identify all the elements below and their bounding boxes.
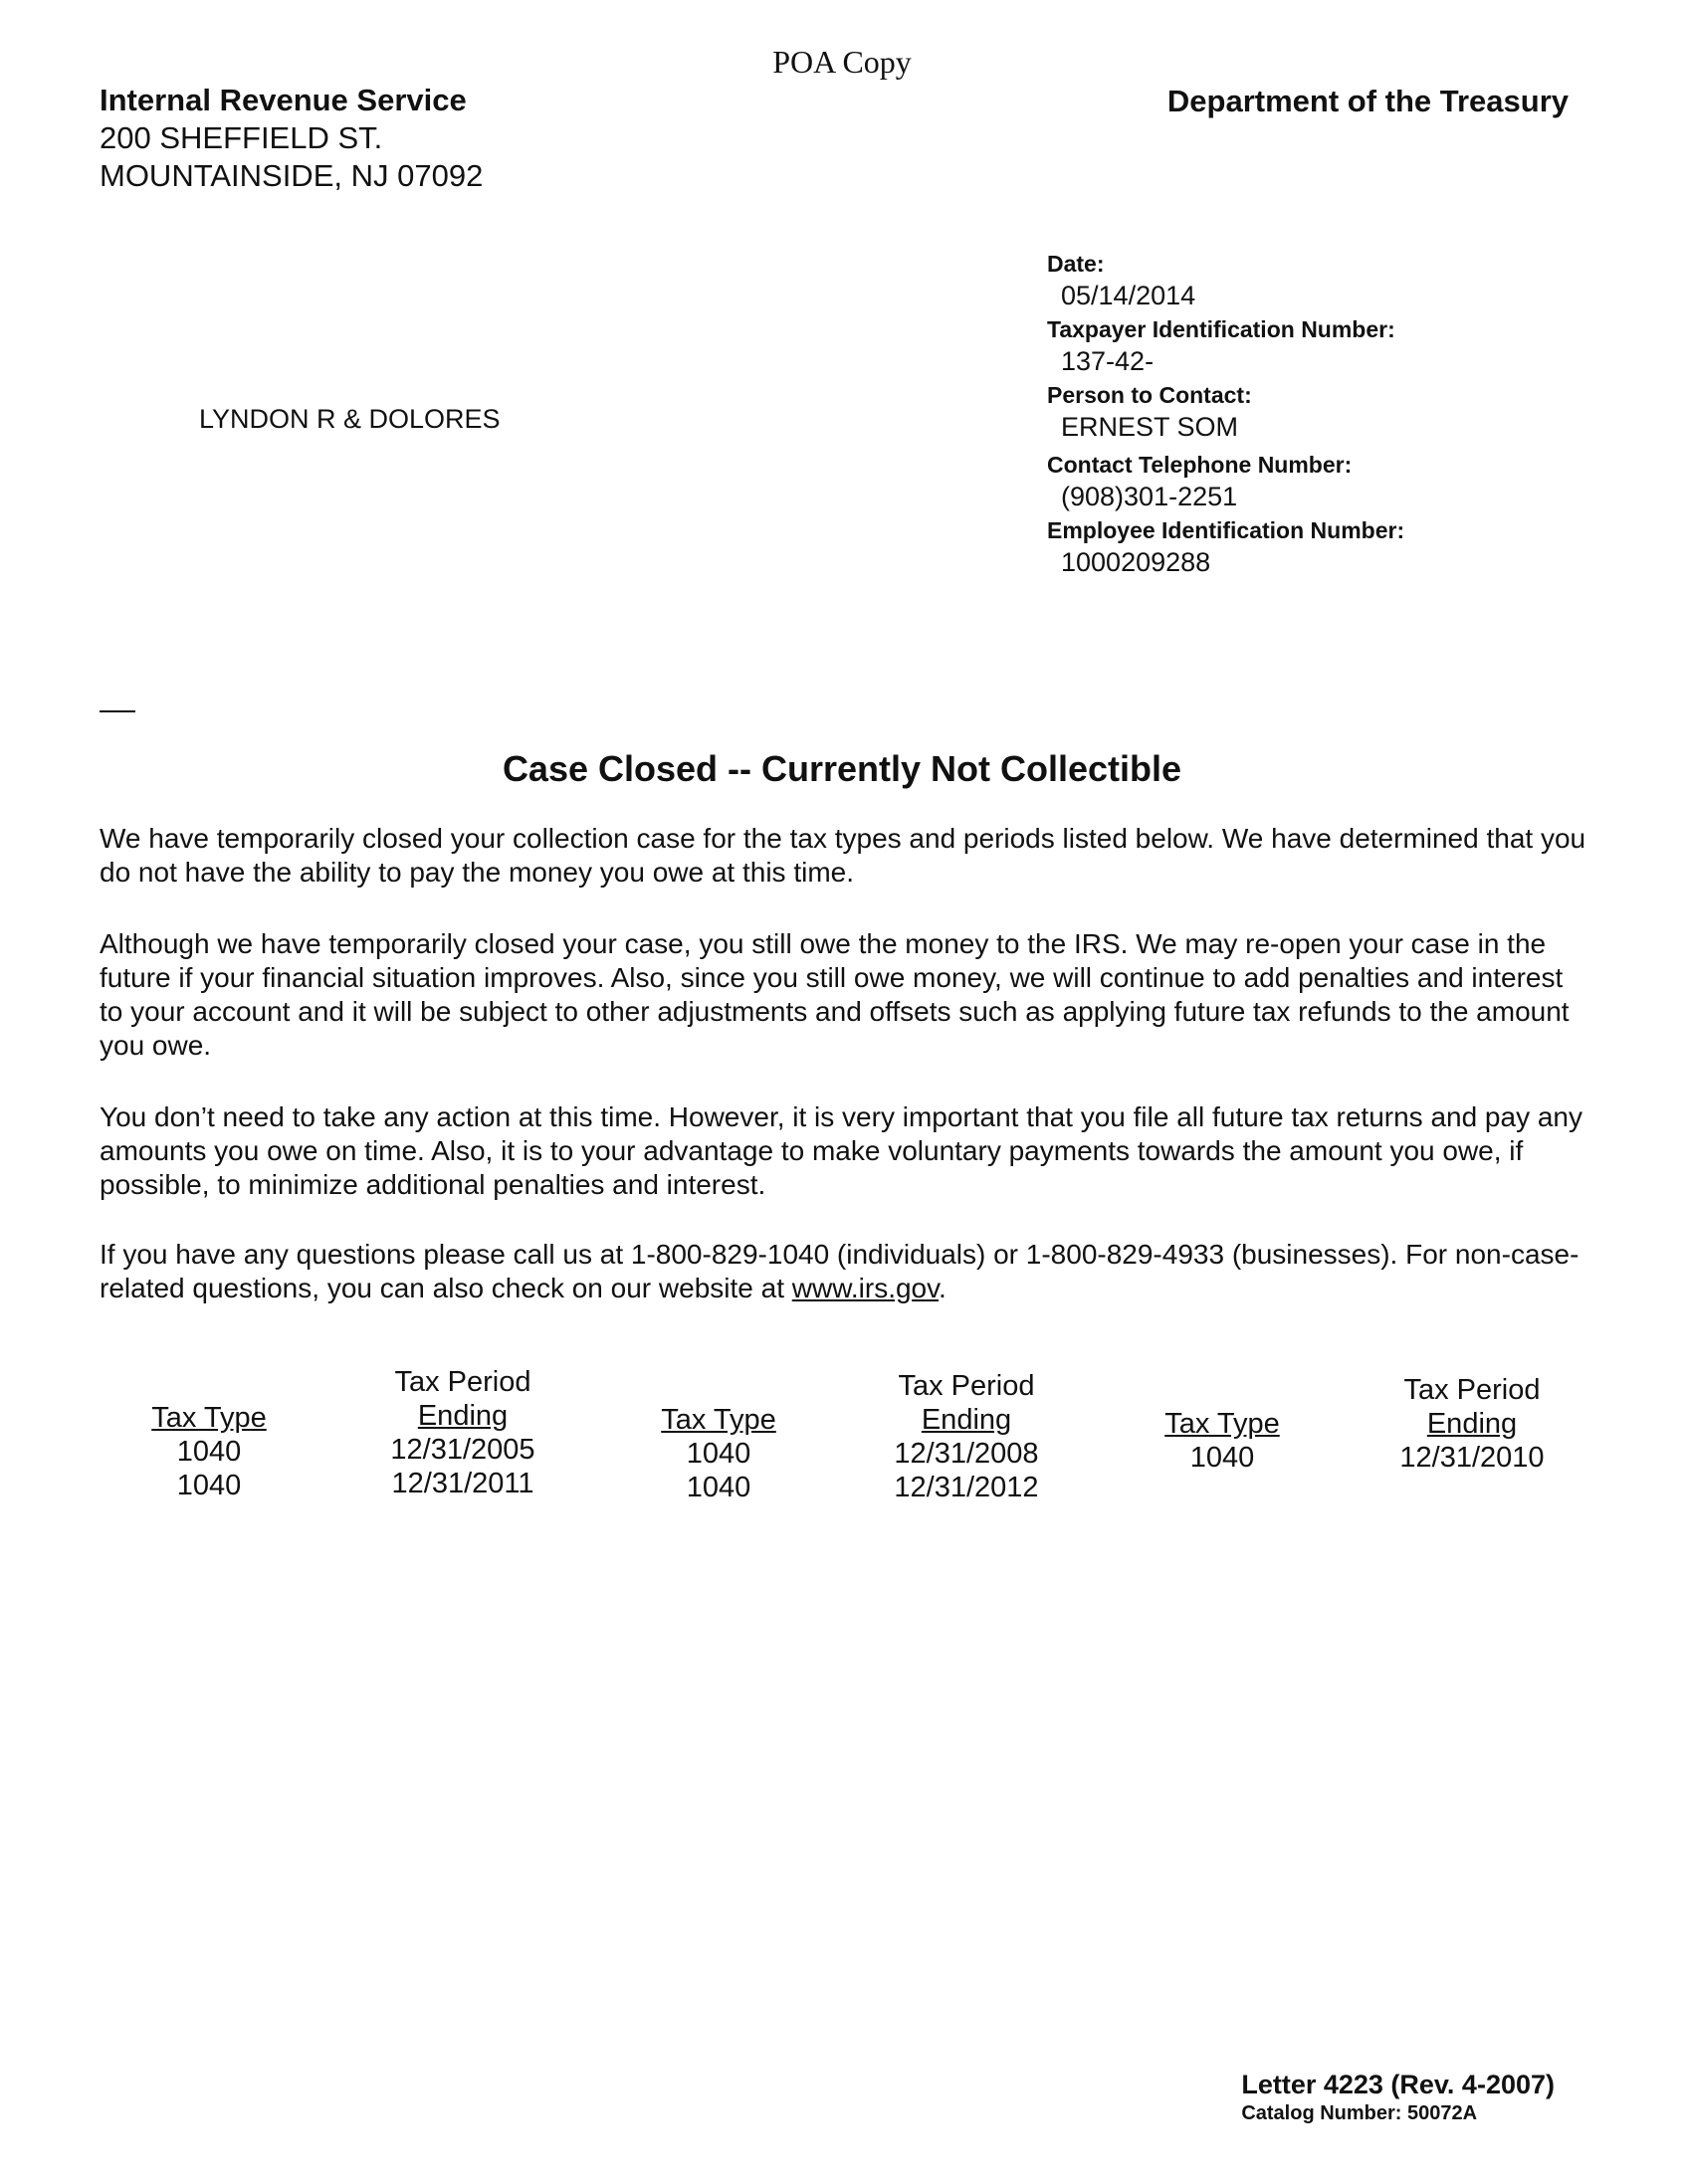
tax-period-column-3 <box>1377 1373 1567 1475</box>
table-cell: 1040 <box>1189 1442 1255 1474</box>
tax-type-header: Tax Type <box>1164 1408 1280 1440</box>
person-value: ERNEST SOM <box>1061 412 1239 442</box>
paragraph-4-text: If you have any questions please call us at 1-800-829-1040 (individuals) or 1-800-829-4933 (businesses). For non-case-related questions, you can also check on our website at <box>100 1239 1579 1303</box>
employee-id-value: 1000209288 <box>1061 547 1211 577</box>
table-cell: 12/31/2011 <box>391 1468 534 1499</box>
agency-city: MOUNTAINSIDE, NJ 07092 <box>100 158 484 193</box>
tax-period-header-ending: Ending <box>921 1404 1012 1436</box>
letter-title: Case Closed -- Currently Not Collectible <box>502 748 1182 789</box>
tax-period-header: Tax Period <box>898 1370 1035 1402</box>
tax-period-header-ending: Ending <box>1426 1408 1518 1440</box>
catalog-number: Catalog Number: 50072A <box>1241 2102 1478 2124</box>
tax-period-header: Tax Period <box>1403 1374 1541 1406</box>
table-cell: 1040 <box>176 1436 242 1468</box>
tax-type-header: Tax Type <box>661 1404 776 1436</box>
tax-period-header: Tax Period <box>394 1366 531 1398</box>
phone-label: Contact Telephone Number: <box>1047 452 1353 478</box>
tin-value: 137-42- <box>1061 346 1155 376</box>
table-cell: 1040 <box>686 1472 751 1503</box>
phone-value: (908)301-2251 <box>1061 482 1238 511</box>
table-cell: 12/31/2010 <box>1399 1442 1545 1474</box>
table-cell: 12/31/2008 <box>894 1438 1039 1470</box>
tax-period-header-ending: Ending <box>417 1400 509 1432</box>
tax-period-column-1 <box>368 1365 557 1500</box>
tax-type-column-3 <box>1143 1373 1302 1475</box>
department-name: Department of the Treasury <box>1166 84 1569 118</box>
paragraph-2: Although we have temporarily closed your case, you still owe the money to the IRS. We may re-open your case in the future if your financial situation improves. Also, since you still owe money, we will continue to add penalties and interest to your account and it will be subject to other adjustments and offsets such as applying future tax refunds to the amount you owe. <box>100 928 1570 1061</box>
tax-type-header: Tax Type <box>151 1402 267 1434</box>
tax-type-column-2 <box>639 1369 798 1504</box>
fold-mark <box>100 710 135 712</box>
agency-name: Internal Revenue Service <box>100 83 467 117</box>
letter-footer <box>1241 2070 1555 2125</box>
table-cell: 12/31/2005 <box>390 1434 535 1466</box>
table-cell: 12/31/2012 <box>894 1472 1039 1503</box>
table-cell: 1040 <box>686 1438 751 1470</box>
tax-type-column-1 <box>129 1367 289 1502</box>
tin-label: Taxpayer Identification Number: <box>1047 316 1395 342</box>
table-cell: 1040 <box>176 1470 242 1501</box>
paragraph-1: We have temporarily closed your collection case for the tax types and periods listed below. We have determined that you do not have the ability to pay the money you owe at this time. <box>100 823 1586 888</box>
tax-period-column-2 <box>872 1369 1061 1504</box>
paragraph-3: You don’t need to take any action at this time. However, it is very important that you file all future tax returns and pay any amounts you owe on time. Also, it is to your advantage to make voluntary payments towards the amount you owe, if possible, to minimize additional penalties and interest. <box>100 1101 1583 1200</box>
paragraph-4 <box>100 1238 1592 1305</box>
letter-number: Letter 4223 (Rev. 4-2007) <box>1241 2070 1555 2099</box>
employee-id-label: Employee Identification Number: <box>1047 517 1405 543</box>
contact-info-block <box>1047 249 1404 579</box>
date-label: Date: <box>1047 251 1105 277</box>
poa-copy-stamp: POA Copy <box>772 44 912 80</box>
addressee-name: LYNDON R & DOLORES <box>199 404 501 434</box>
irs-website-link[interactable]: www.irs.gov <box>791 1273 940 1303</box>
person-label: Person to Contact: <box>1047 382 1252 408</box>
date-value: 05/14/2014 <box>1061 281 1196 310</box>
sender-address <box>100 82 483 195</box>
agency-street: 200 SHEFFIELD ST. <box>100 120 383 155</box>
paragraph-4-end: . <box>939 1273 947 1303</box>
